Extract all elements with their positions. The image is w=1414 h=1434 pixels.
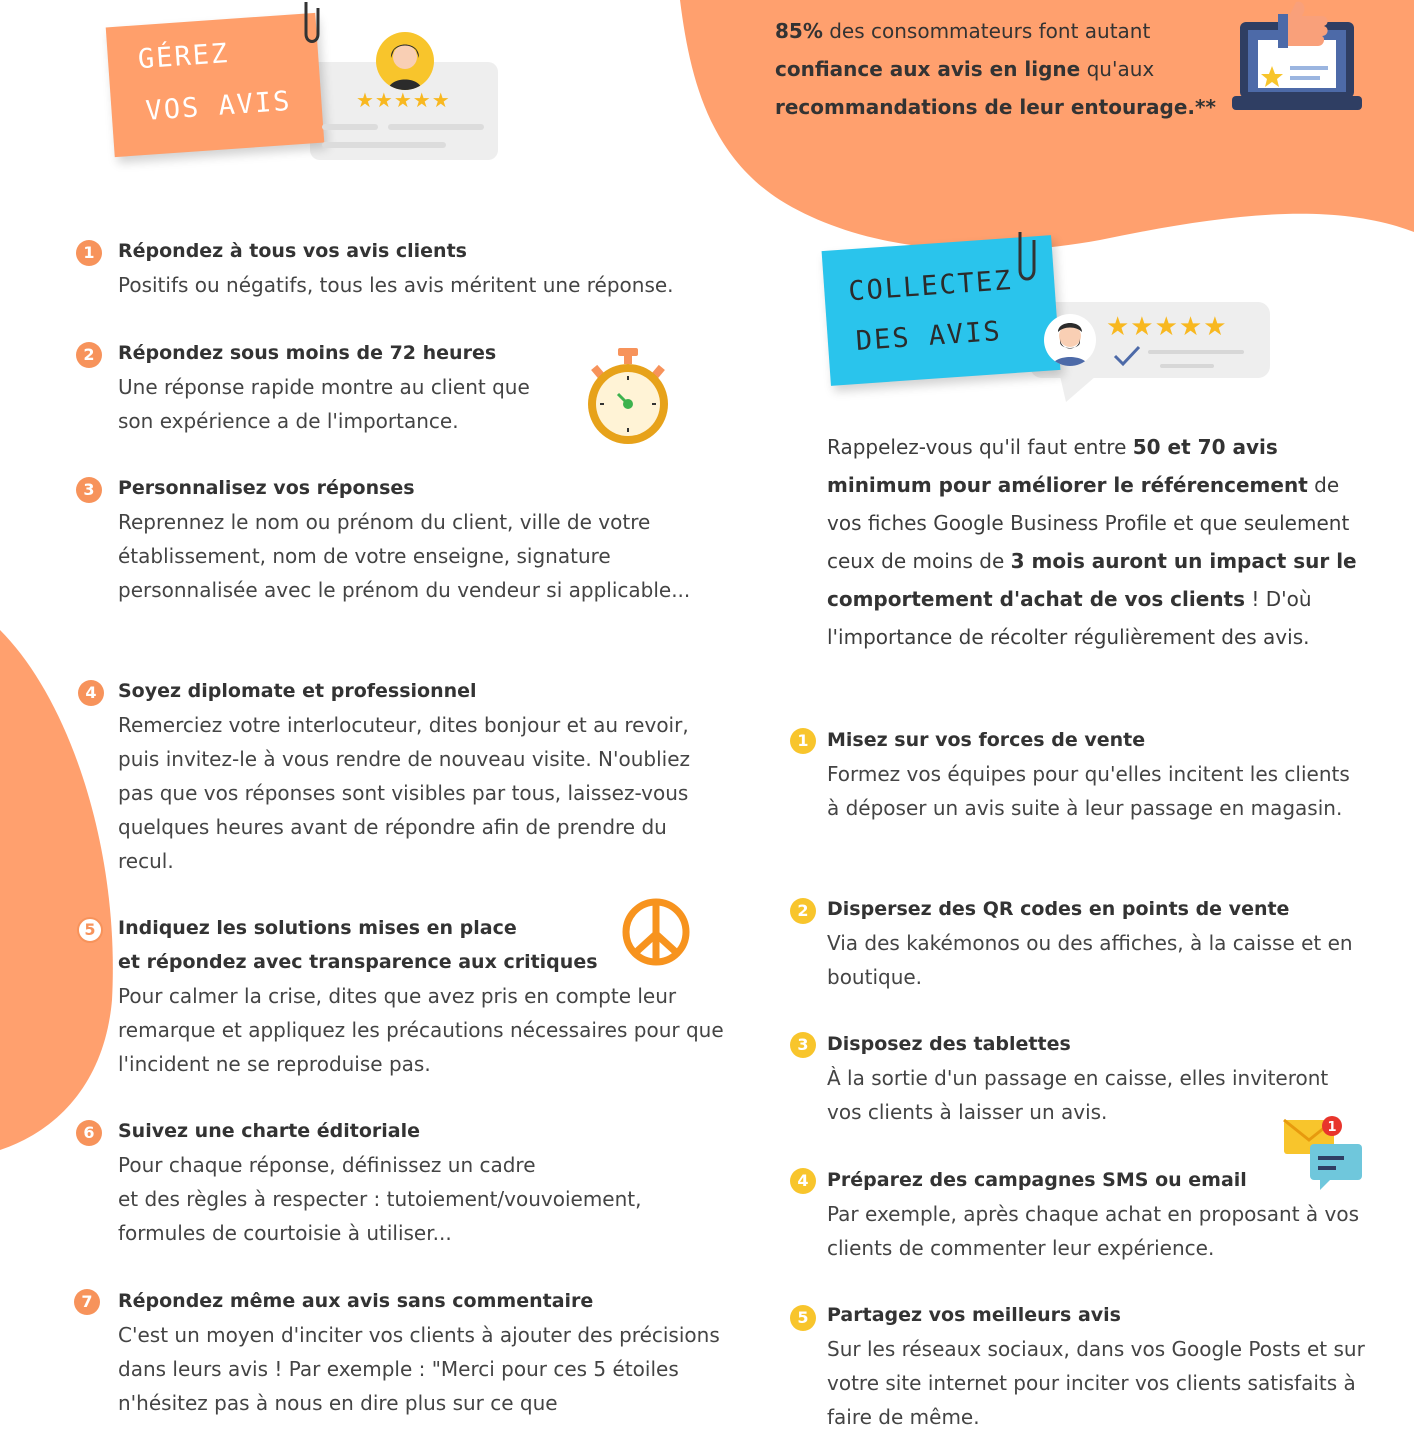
tip-title: Indiquez les solutions mises en place bbox=[118, 917, 517, 939]
placeholder-line bbox=[388, 124, 484, 130]
tip-text: À la sortie d'un passage en caisse, elles inviteront vos clients à laisser un avis. bbox=[827, 1066, 1329, 1124]
tip-text: Sur les réseaux sociaux, dans vos Google Posts et sur votre site internet pour inciter vos clients satisfaits à faire de même. bbox=[827, 1337, 1365, 1429]
tip-text-continued: et des règles à respecter : tutoiement/vouvoiement, formules de courtoisie à utiliser... bbox=[118, 1187, 642, 1245]
step-number-badge: 5 bbox=[790, 1305, 816, 1331]
tip-text: Une réponse rapide montre au client que son expérience a de l'importance. bbox=[118, 375, 530, 433]
tip-title: Misez sur vos forces de vente bbox=[827, 729, 1146, 751]
tip-text: Pour calmer la crise, dites que avez pris en compte leur remarque et appliquez les précautions nécessaires pour que l'incident ne se reproduise pas. bbox=[118, 984, 724, 1076]
avatar-man bbox=[1044, 314, 1096, 366]
tip-title: Soyez diplomate et professionnel bbox=[118, 680, 477, 702]
placeholder-line bbox=[1160, 364, 1214, 368]
step-number-badge: 3 bbox=[76, 477, 102, 503]
step-number-badge: 4 bbox=[790, 1168, 816, 1194]
laptop-thumbs-up-icon bbox=[1232, 0, 1364, 118]
stat-bold-text: recommandations de leur entourage.** bbox=[775, 95, 1216, 119]
reviews-reminder-paragraph bbox=[827, 428, 1357, 656]
tip-text: Pour chaque réponse, définissez un cadre bbox=[118, 1153, 536, 1177]
note-line-2: DES AVIS bbox=[854, 315, 1003, 357]
tip-text: Par exemple, après chaque achat en proposant à vos clients de commenter leur expérience. bbox=[827, 1202, 1360, 1260]
tip-sms-email-campaigns bbox=[827, 1163, 1372, 1265]
para-text: de vos fiches Google Business Profile et que seulement ceux de moins de bbox=[827, 473, 1350, 573]
tip-respond-all bbox=[118, 234, 718, 302]
peace-sign-icon bbox=[620, 896, 692, 968]
tip-title-continued: et répondez avec transparence aux critiques bbox=[118, 951, 598, 973]
tip-title: Partagez vos meilleurs avis bbox=[827, 1304, 1121, 1326]
tip-text: C'est un moyen d'inciter vos clients à ajouter des précisions dans leurs avis ! Par exemple : "Merci pour ces 5 étoiles n'hésitez pas à nous en dire plus sur ce que bbox=[118, 1323, 720, 1415]
tip-sales-force bbox=[827, 723, 1367, 825]
para-bold: 50 et 70 avis minimum pour améliorer le référencement bbox=[827, 435, 1308, 497]
paperclip-icon bbox=[298, 0, 324, 48]
sticky-note-manage-reviews bbox=[106, 13, 325, 157]
stat-bold-text: confiance aux avis en ligne bbox=[775, 57, 1081, 81]
stat-percent: 85% bbox=[775, 19, 823, 43]
note-line-1: GÉREZ bbox=[136, 37, 231, 76]
step-number-badge: 1 bbox=[790, 728, 816, 754]
tip-text: Remerciez votre interlocuteur, dites bonjour et au revoir, puis invitez-le à vous rendre de nouveau visite. N'oubliez pas que vos réponses sont visibles par tous, laissez-vous quelques heures avant de répondre afin de prendre du recul. bbox=[118, 713, 691, 873]
tip-title: Répondez à tous vos avis clients bbox=[118, 240, 467, 262]
tip-title: Répondez sous moins de 72 heures bbox=[118, 342, 497, 364]
stopwatch-icon bbox=[584, 346, 672, 448]
tip-text: Formez vos équipes pour qu'elles incitent les clients à déposer un avis suite à leur passage en magasin. bbox=[827, 762, 1350, 820]
step-number-badge: 1 bbox=[76, 240, 102, 266]
step-number-badge: 2 bbox=[790, 898, 816, 924]
note-line-2: VOS AVIS bbox=[144, 85, 293, 127]
avatar-woman bbox=[376, 32, 434, 90]
para-text: ! D'où l'importance de récolter régulièrement des avis. bbox=[827, 587, 1312, 649]
step-number-badge: 6 bbox=[76, 1120, 102, 1146]
placeholder-line bbox=[1148, 350, 1244, 354]
tip-diplomat bbox=[118, 674, 728, 878]
tip-personalize bbox=[118, 471, 708, 607]
tip-title: Suivez une charte éditoriale bbox=[118, 1120, 421, 1142]
speech-bubble-tail bbox=[1060, 376, 1100, 404]
tip-title: Disposez des tablettes bbox=[827, 1033, 1071, 1055]
tip-text: Via des kakémonos ou des affiches, à la caisse et en boutique. bbox=[827, 931, 1353, 989]
stat-text: qu'aux bbox=[1080, 57, 1155, 81]
tip-title: Dispersez des QR codes en points de vente bbox=[827, 898, 1290, 920]
tip-no-comment-reviews bbox=[118, 1284, 733, 1420]
tip-editorial-charter bbox=[118, 1114, 698, 1250]
para-bold: 3 mois auront un impact sur le comportement d'achat de vos clients bbox=[827, 549, 1357, 611]
step-number-badge: 5 bbox=[77, 917, 103, 943]
note-line-1: COLLECTEZ bbox=[847, 264, 1014, 308]
step-number-badge: 4 bbox=[78, 680, 104, 706]
stat-text: des consommateurs font autant bbox=[822, 19, 1151, 43]
tip-text: Positifs ou négatifs, tous les avis méritent une réponse. bbox=[118, 273, 674, 297]
step-number-badge: 2 bbox=[76, 342, 102, 368]
tip-qr-codes bbox=[827, 892, 1372, 994]
check-icon bbox=[1112, 344, 1142, 368]
tip-title: Préparez des campagnes SMS ou email bbox=[827, 1169, 1247, 1191]
tip-respond-72h bbox=[118, 336, 568, 438]
tip-title: Répondez même aux avis sans commentaire bbox=[118, 1290, 594, 1312]
notification-count: 1 bbox=[1327, 1120, 1337, 1135]
placeholder-line bbox=[322, 142, 446, 148]
para-text: Rappelez-vous qu'il faut entre bbox=[827, 435, 1133, 459]
tip-title: Personnalisez vos réponses bbox=[118, 477, 415, 499]
consumer-trust-stat bbox=[775, 12, 1225, 126]
step-number-badge: 3 bbox=[790, 1032, 816, 1058]
paperclip-icon bbox=[1010, 230, 1040, 284]
tip-text: Reprennez le nom ou prénom du client, ville de votre établissement, nom de votre enseigne, signature personnalisée avec le prénom du vendeur si applicable... bbox=[118, 510, 691, 602]
rating-stars: ★★★★★ bbox=[356, 88, 451, 112]
rating-stars: ★★★★★ bbox=[1106, 312, 1228, 342]
step-number-badge: 7 bbox=[74, 1289, 100, 1315]
placeholder-line bbox=[322, 124, 378, 130]
